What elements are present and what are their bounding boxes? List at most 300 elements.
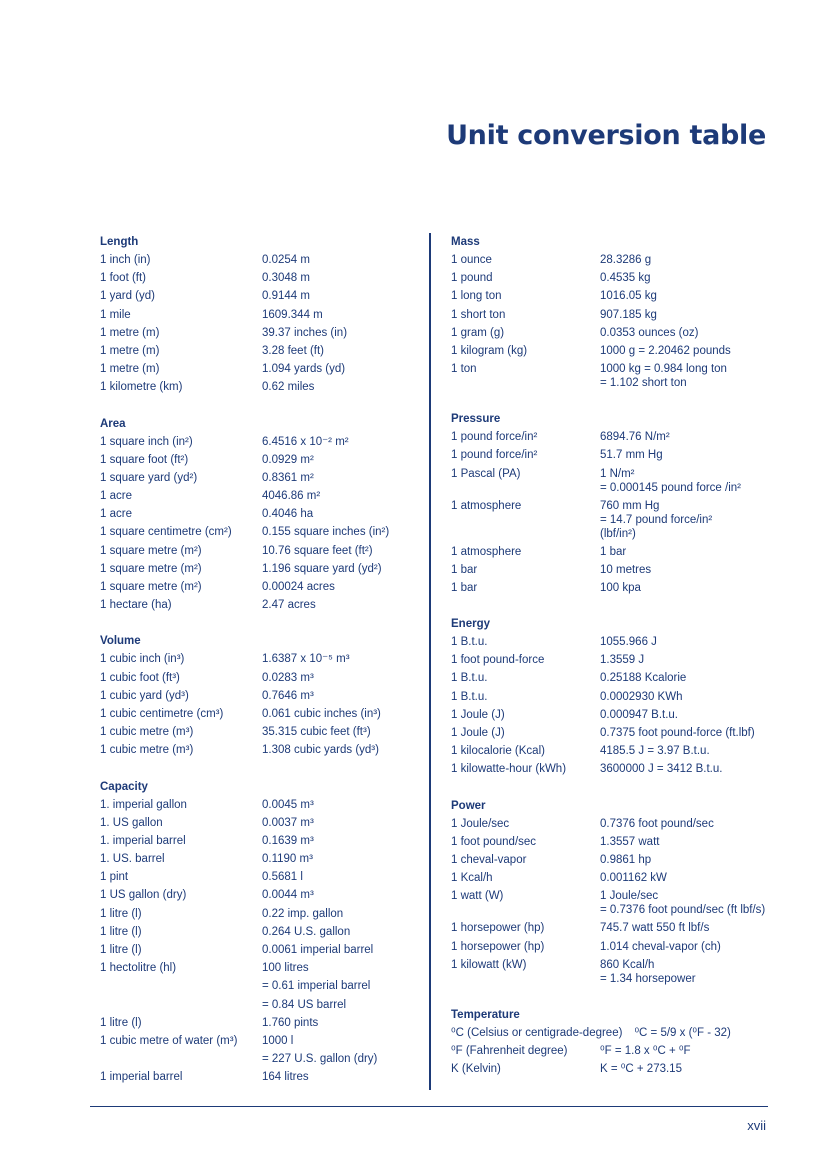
unit-value [262, 1070, 420, 1084]
unit-label: 1. imperial barrel [100, 834, 186, 847]
conversion-row [100, 1014, 420, 1032]
unit-value [600, 430, 781, 444]
conversion-row [100, 342, 420, 360]
unit-label: 1 Joule/sec [451, 817, 510, 830]
conversion-row [451, 833, 781, 851]
conversion-row [100, 251, 420, 269]
unit-value [262, 907, 420, 921]
unit-value [600, 744, 781, 758]
unit-value [262, 652, 420, 666]
unit-label: 1 bar [451, 581, 478, 594]
conversion-row [100, 941, 420, 959]
value-line: ⁰C = 5/9 x (⁰F - 32) [634, 1026, 731, 1039]
unit-value [600, 253, 781, 267]
value-line: 0.00024 acres [262, 581, 335, 593]
conversion-row [451, 815, 781, 833]
unit-label: 1 long ton [451, 290, 502, 303]
unit-label: 1. US. barrel [100, 853, 165, 866]
value-line: 1055.966 J [600, 636, 657, 649]
value-line: 760 mm Hg [600, 499, 660, 512]
value-line: 100 litres [262, 962, 309, 975]
section-temperature [451, 1006, 781, 1079]
unit-value [262, 326, 420, 340]
unit-value [262, 1016, 420, 1030]
value-line: 4046.86 m² [262, 490, 321, 503]
unit-value [262, 489, 420, 503]
value-line: = 227 U.S. gallon (dry) [262, 1053, 378, 1066]
unit-value [600, 499, 781, 541]
unit-label: 1 atmosphere [451, 545, 522, 558]
unit-value [262, 598, 420, 612]
unit-label: 1 imperial barrel [100, 1071, 183, 1084]
unit-value [262, 798, 420, 812]
value-line: 0.3048 m [262, 272, 310, 285]
value-line: 1609.344 m [262, 308, 323, 321]
unit-value [600, 762, 781, 776]
value-line: 1 N/m² [600, 467, 635, 480]
unit-label: 1 metre (m) [100, 363, 160, 376]
section-mass [451, 233, 781, 392]
unit-value [262, 344, 420, 358]
unit-value [262, 544, 420, 558]
conversion-row [100, 487, 420, 505]
unit-value [262, 507, 420, 521]
unit-value [600, 690, 781, 704]
conversion-row [451, 579, 781, 597]
section-heading: Power [451, 799, 486, 812]
unit-value [262, 289, 420, 303]
unit-label: ⁰F (Fahrenheit degree) [451, 1044, 568, 1057]
value-line: 0.0254 m [262, 254, 310, 266]
conversion-row [100, 360, 420, 378]
conversion-row [451, 851, 781, 869]
unit-value [600, 635, 781, 649]
section-length [100, 233, 420, 397]
unit-value [600, 326, 781, 340]
value-line: 0.000947 B.t.u. [600, 708, 679, 721]
unit-value [262, 580, 420, 594]
value-line: 4185.5 J = 3.97 B.t.u. [600, 745, 710, 758]
unit-value [600, 958, 781, 986]
unit-label: 1 bar [451, 563, 478, 576]
value-line: 1016.05 kg [600, 290, 657, 303]
conversion-row [100, 905, 420, 923]
section-heading: Temperature [451, 1008, 520, 1021]
value-line: 1.760 pints [262, 1016, 319, 1029]
conversion-row [451, 919, 781, 937]
unit-label: 1 horsepower (hp) [451, 940, 545, 953]
unit-value [600, 1044, 781, 1058]
conversion-row [100, 687, 420, 705]
value-line: 6894.76 N/m² [600, 431, 670, 444]
value-line: = 1.34 horsepower [600, 972, 696, 985]
unit-label: 1 kilometre (km) [100, 381, 183, 394]
conversion-row [451, 706, 781, 724]
unit-value [600, 271, 781, 285]
unit-label: 1 cubic yard (yd³) [100, 689, 189, 702]
conversion-row [451, 1060, 781, 1078]
value-line: 3600000 J = 3412 B.t.u. [600, 763, 723, 776]
unit-label: 1 hectare (ha) [100, 599, 172, 612]
unit-value [262, 453, 420, 467]
section-heading: Energy [451, 618, 490, 631]
unit-value [262, 979, 420, 993]
unit-value [262, 362, 420, 376]
unit-label: 1 kilowatte-hour (kWh) [451, 763, 567, 776]
unit-label: 1 cheval-vapor [451, 853, 527, 866]
unit-value [600, 308, 781, 322]
section-heading: Length [100, 236, 139, 248]
unit-label: 1 cubic inch (in³) [100, 653, 185, 666]
value-line: 0.7376 foot pound/sec [600, 817, 714, 830]
section-energy [451, 615, 781, 779]
unit-value [600, 940, 781, 954]
unit-label: 1 mile [100, 308, 131, 321]
unit-value [262, 961, 420, 975]
value-line: 1000 l [262, 1034, 294, 1047]
value-line: 860 Kcal/h [600, 958, 655, 971]
unit-value [262, 925, 420, 939]
conversion-row [451, 887, 781, 919]
unit-label: 1 foot pound/sec [451, 835, 537, 848]
value-line: 0.0283 m³ [262, 671, 314, 684]
conversion-row [451, 561, 781, 579]
unit-label: 1 pound force/in² [451, 431, 538, 444]
unit-value [262, 471, 420, 485]
conversion-row [100, 741, 420, 759]
unit-value [262, 707, 420, 721]
unit-label: 1 square foot (ft²) [100, 453, 189, 466]
value-line: 1.196 square yard (yd²) [262, 562, 382, 575]
value-line: 0.0044 m³ [262, 889, 314, 902]
conversion-row [100, 814, 420, 832]
unit-label: 1 Pascal (PA) [451, 467, 521, 480]
value-line: 907.185 kg [600, 308, 657, 321]
unit-label [100, 979, 262, 993]
conversion-row [100, 451, 420, 469]
value-line: 1.014 cheval-vapor (ch) [600, 940, 721, 953]
section-volume [100, 632, 420, 759]
conversion-row [451, 251, 781, 269]
conversion-row [451, 269, 781, 287]
value-line: = 0.84 US barrel [262, 998, 347, 1011]
conversion-row [100, 977, 420, 995]
value-line: 6.4516 x 10⁻² m² [262, 435, 349, 448]
value-line: 35.315 cubic feet (ft³) [262, 726, 371, 739]
unit-label: 1 Joule (J) [451, 708, 505, 721]
unit-value [262, 852, 420, 866]
unit-label: 1 metre (m) [100, 326, 160, 339]
unit-value [600, 289, 781, 303]
unit-value [600, 853, 781, 867]
value-line: 10 metres [600, 563, 652, 576]
value-line: 0.061 cubic inches (in³) [262, 707, 381, 720]
value-line: 0.4535 kg [600, 272, 651, 285]
unit-label: K (Kelvin) [451, 1063, 501, 1076]
value-line: 100 kpa [600, 581, 641, 594]
conversion-row [451, 497, 781, 543]
unit-value [262, 435, 420, 449]
unit-label: 1 foot (ft) [100, 272, 147, 285]
conversion-row [451, 760, 781, 778]
value-line: 0.62 miles [262, 381, 315, 394]
conversion-row [100, 923, 420, 941]
conversion-row [451, 688, 781, 706]
conversion-row [100, 723, 420, 741]
unit-label: 1 cubic metre (m³) [100, 744, 194, 757]
value-line: 1 bar [600, 545, 627, 558]
conversion-row [100, 269, 420, 287]
unit-value [262, 1052, 420, 1066]
value-line: 0.9861 hp [600, 853, 652, 866]
conversion-row [451, 428, 781, 446]
value-line: K = ⁰C + 273.15 [600, 1063, 682, 1076]
page-number: xvii [747, 1118, 766, 1133]
unit-value [262, 253, 420, 267]
unit-value [262, 725, 420, 739]
unit-value [262, 943, 420, 957]
unit-label: ⁰C (Celsius or centigrade-degree) [451, 1026, 623, 1039]
unit-value [600, 362, 781, 390]
conversion-row [100, 287, 420, 305]
unit-label: 1 litre (l) [100, 925, 142, 938]
value-line: 0.0002930 KWh [600, 690, 683, 703]
footer-rule [90, 1106, 768, 1107]
conversion-row [451, 742, 781, 760]
unit-label: 1 horsepower (hp) [451, 922, 545, 935]
value-line: 0.25188 Kcalorie [600, 672, 687, 685]
unit-value [600, 467, 781, 495]
value-line: 1000 kg = 0.984 long ton [600, 363, 727, 376]
value-line: 0.155 square inches (in²) [262, 526, 390, 539]
unit-label: 1 litre (l) [100, 1016, 142, 1029]
unit-label: 1 square inch (in²) [100, 435, 193, 448]
unit-label: 1 acre [100, 490, 132, 503]
conversion-row [451, 465, 781, 497]
conversion-row [451, 1024, 781, 1042]
conversion-row [451, 956, 781, 988]
unit-label: 1 Kcal/h [451, 872, 493, 885]
conversion-row [451, 360, 781, 392]
unit-value [600, 653, 781, 667]
unit-label: 1 B.t.u. [451, 690, 488, 703]
value-line: 51.7 mm Hg [600, 449, 663, 462]
unit-value [262, 870, 420, 884]
conversion-row [451, 669, 781, 687]
value-line: 1.3559 J [600, 654, 645, 667]
unit-value [600, 581, 781, 595]
conversion-row [100, 578, 420, 596]
conversion-row [100, 669, 420, 687]
unit-label: 1 litre (l) [100, 907, 142, 920]
conversion-row [451, 543, 781, 561]
value-line: 0.264 U.S. gallon [262, 925, 351, 938]
value-line: = 1.102 short ton [600, 377, 687, 390]
value-line: 0.0353 ounces (oz) [600, 326, 699, 339]
unit-label: 1 litre (l) [100, 944, 142, 956]
conversion-row [451, 724, 781, 742]
value-line: 0.0061 imperial barrel [262, 944, 374, 956]
value-line: 1.6387 x 10⁻⁵ m³ [262, 653, 350, 666]
unit-value [600, 448, 781, 462]
conversion-row [100, 596, 420, 614]
unit-label: 1 ton [451, 363, 477, 376]
conversion-row [451, 633, 781, 651]
unit-value [600, 921, 781, 935]
unit-label: 1 hectolitre (hl) [100, 962, 177, 975]
unit-value [600, 817, 781, 831]
unit-value [262, 816, 420, 830]
section-pressure [451, 410, 781, 597]
unit-label: 1 Joule (J) [451, 727, 505, 739]
conversion-row [100, 523, 420, 541]
value-line: 0.9144 m [262, 290, 310, 303]
unit-label: 1 kilogram (kg) [451, 344, 528, 357]
unit-label: 1 US gallon (dry) [100, 889, 187, 902]
unit-label: 1 watt (W) [451, 890, 504, 903]
value-line: 0.0929 m² [262, 453, 314, 466]
unit-value [600, 563, 781, 577]
section-power [451, 797, 781, 988]
value-line: = 0.61 imperial barrel [262, 980, 371, 993]
unit-value [634, 1026, 781, 1040]
value-line: 3.28 feet (ft) [262, 344, 325, 357]
unit-label: 1 kilocalorie (Kcal) [451, 745, 545, 758]
conversion-row [100, 542, 420, 560]
left-column [100, 233, 420, 1105]
conversion-row [100, 1068, 420, 1086]
conversion-row [100, 378, 420, 396]
unit-label: 1 inch (in) [100, 254, 151, 266]
conversion-row [100, 324, 420, 342]
value-line: 1.308 cubic yards (yd³) [262, 744, 379, 757]
value-line: 0.7375 foot pound-force (ft.lbf) [600, 727, 755, 739]
unit-value [600, 1062, 781, 1076]
value-line: 2.47 acres [262, 599, 316, 612]
unit-label: 1 B.t.u. [451, 672, 488, 685]
value-line: = 14.7 pound force/in² [600, 513, 713, 526]
value-line: 0.0045 m³ [262, 798, 314, 811]
value-line: 0.1639 m³ [262, 834, 314, 847]
unit-label: 1 pound [451, 272, 493, 285]
unit-value [600, 708, 781, 722]
value-line: 0.001162 kW [600, 872, 667, 885]
conversion-row [451, 446, 781, 464]
unit-label: 1 gram (g) [451, 326, 505, 339]
conversion-row [451, 342, 781, 360]
value-line: 0.22 imp. gallon [262, 907, 344, 920]
conversion-row [451, 324, 781, 342]
unit-label: 1 B.t.u. [451, 636, 488, 649]
value-line: ⁰F = 1.8 x ⁰C + ⁰F [600, 1044, 691, 1057]
conversion-row [100, 886, 420, 904]
conversion-row [451, 287, 781, 305]
unit-label: 1 ounce [451, 254, 492, 266]
section-heading: Pressure [451, 413, 501, 426]
unit-value [262, 308, 420, 322]
value-line: 1.3557 watt [600, 835, 660, 848]
unit-value [262, 271, 420, 285]
conversion-row [100, 796, 420, 814]
section-capacity [100, 778, 420, 1087]
unit-label [100, 998, 262, 1012]
value-line: (lbf/in²) [600, 527, 636, 540]
unit-label: 1 square yard (yd²) [100, 471, 198, 484]
unit-value [262, 525, 420, 539]
unit-value [262, 380, 420, 394]
conversion-row [100, 505, 420, 523]
unit-label: 1 acre [100, 508, 132, 521]
section-area [100, 415, 420, 615]
value-line: = 0.000145 pound force /in² [600, 481, 741, 494]
unit-value [600, 344, 781, 358]
conversion-row [451, 651, 781, 669]
unit-value [600, 671, 781, 685]
unit-value [600, 871, 781, 885]
column-divider [429, 233, 431, 1090]
unit-label: 1 metre (m) [100, 344, 160, 357]
unit-value [600, 726, 781, 740]
section-heading: Capacity [100, 780, 148, 793]
unit-value [600, 545, 781, 559]
conversion-row [100, 560, 420, 578]
conversion-row [100, 469, 420, 487]
value-line: 1000 g = 2.20462 pounds [600, 344, 731, 357]
value-line: 0.8361 m² [262, 471, 314, 484]
unit-label: 1 cubic metre (m³) [100, 726, 194, 739]
unit-value [262, 998, 420, 1012]
conversion-row [451, 938, 781, 956]
unit-value [262, 689, 420, 703]
unit-label: 1 cubic centimetre (cm³) [100, 707, 224, 720]
conversion-row [100, 306, 420, 324]
unit-label: 1 square metre (m²) [100, 544, 202, 557]
value-line: = 0.7376 foot pound/sec (ft lbf/s) [600, 904, 766, 917]
conversion-row [100, 1032, 420, 1050]
right-column [451, 233, 781, 1096]
unit-value [262, 1034, 420, 1048]
unit-value [600, 889, 781, 917]
unit-value [262, 671, 420, 685]
unit-value [262, 562, 420, 576]
value-line: 745.7 watt 550 ft lbf/s [600, 922, 710, 935]
conversion-row [100, 959, 420, 977]
value-line: 1 Joule/sec [600, 890, 659, 903]
unit-label: 1 pint [100, 871, 129, 884]
unit-label [100, 1052, 262, 1066]
unit-label: 1 yard (yd) [100, 290, 155, 303]
conversion-row [100, 433, 420, 451]
value-line: 39.37 inches (in) [262, 326, 348, 339]
conversion-row [100, 705, 420, 723]
value-line: 28.3286 g [600, 254, 652, 266]
conversion-row [100, 1050, 420, 1068]
value-line: 164 litres [262, 1071, 309, 1084]
unit-label: 1. US gallon [100, 816, 163, 829]
unit-value [262, 743, 420, 757]
page-title: Unit conversion table [446, 120, 766, 151]
conversion-row [451, 1042, 781, 1060]
unit-label: 1 square metre (m²) [100, 562, 202, 575]
unit-label: 1 atmosphere [451, 499, 522, 512]
value-line: 0.5681 l [262, 871, 303, 884]
unit-value [262, 834, 420, 848]
unit-label: 1 cubic metre of water (m³) [100, 1034, 238, 1047]
section-heading: Mass [451, 236, 480, 248]
value-line: 10.76 square feet (ft²) [262, 544, 373, 557]
conversion-row [100, 850, 420, 868]
conversion-row [100, 996, 420, 1014]
